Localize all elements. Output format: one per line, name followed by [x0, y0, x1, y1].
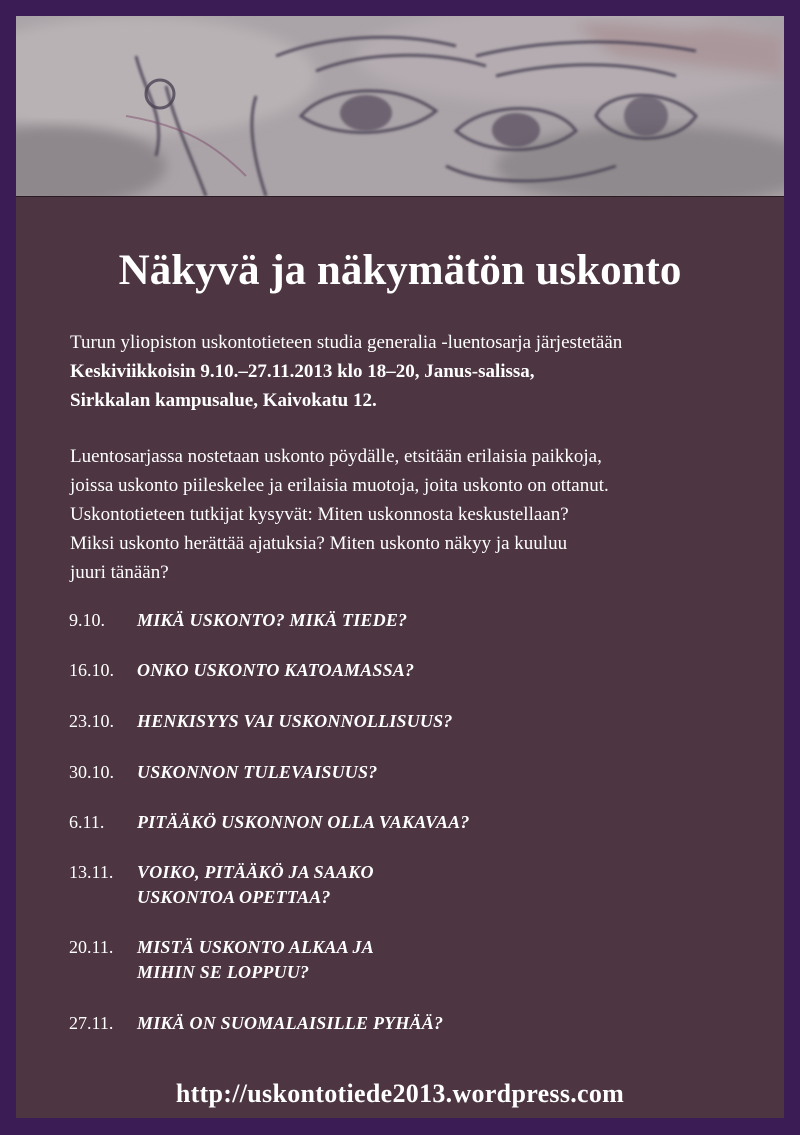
fresco-painting: [16, 16, 784, 196]
lecture-topic-line: VOIKO, PITÄÄKÖ JA SAAKO: [137, 862, 374, 882]
lecture-date: 6.11.: [69, 812, 105, 832]
lecture-topic-line: MIKÄ ON SUOMALAISILLE PYHÄÄ?: [137, 1013, 444, 1033]
lecture-topic: [137, 658, 737, 683]
fresco-eyes-image: [16, 16, 784, 197]
poster-frame: [16, 16, 784, 1118]
lecture-topic-line: HENKISYYS VAI USKONNOLLISUUS?: [137, 711, 453, 731]
lecture-topic-line: USKONNON TULEVAISUUS?: [137, 762, 378, 782]
lecture-topic-line: USKONTOA OPETTAA?: [137, 887, 331, 907]
lecture-topic: [137, 760, 737, 785]
lecture-date: 27.11.: [69, 1013, 114, 1033]
description-line: joissa uskonto piileskelee ja erilaisia muotoja, joita uskonto on ottanut.: [70, 475, 609, 496]
description-line: Luentosarjassa nostetaan uskonto pöydälle, etsitään erilaisia paikkoja,: [70, 446, 602, 467]
lecture-date: 30.10.: [69, 762, 114, 782]
lecture-date: 23.10.: [69, 711, 114, 731]
intro-line-schedule: Keskiviikkoisin 9.10.–27.11.2013 klo 18–20, Janus-salissa,: [70, 361, 535, 382]
lecture-date: 16.10.: [69, 660, 114, 680]
lecture-topic: [137, 810, 737, 835]
intro-line-location: Sirkkalan kampusalue, Kaivokatu 12.: [70, 390, 377, 411]
intro-line: Turun yliopiston uskontotieteen studia generalia -luentosarja järjestetään: [70, 332, 623, 353]
lecture-topic: [137, 1011, 737, 1036]
lecture-topic-line: MIKÄ USKONTO? MIKÄ TIEDE?: [137, 610, 408, 630]
lecture-date: 9.10.: [69, 610, 105, 630]
description-line: juuri tänään?: [70, 562, 169, 583]
description-paragraph: [70, 442, 750, 587]
lecture-date: 13.11.: [69, 862, 114, 882]
intro-paragraph: [70, 328, 750, 415]
lecture-topic: [137, 860, 737, 910]
poster-title: Näkyvä ja näkymätön uskonto: [118, 247, 682, 294]
lecture-topic: [137, 608, 737, 633]
website-link[interactable]: http://uskontotiede2013.wordpress.com: [175, 1079, 625, 1108]
lecture-topic-line: PITÄÄKÖ USKONNON OLLA VAKAVAA?: [137, 812, 470, 832]
poster-content: [16, 196, 784, 1118]
lecture-topic: [137, 709, 737, 734]
description-line: Miksi uskonto herättää ajatuksia? Miten uskonto näkyy ja kuuluu: [70, 533, 568, 554]
lecture-topic-line: MIHIN SE LOPPUU?: [137, 962, 310, 982]
lecture-topic-line: MISTÄ USKONTO ALKAA JA: [137, 937, 374, 957]
description-line: Uskontotieteen tutkijat kysyvät: Miten uskonnosta keskustellaan?: [70, 504, 569, 525]
lecture-date: 20.11.: [69, 937, 114, 957]
lecture-topic: [137, 935, 737, 985]
lecture-topic-line: ONKO USKONTO KATOAMASSA?: [137, 660, 415, 680]
